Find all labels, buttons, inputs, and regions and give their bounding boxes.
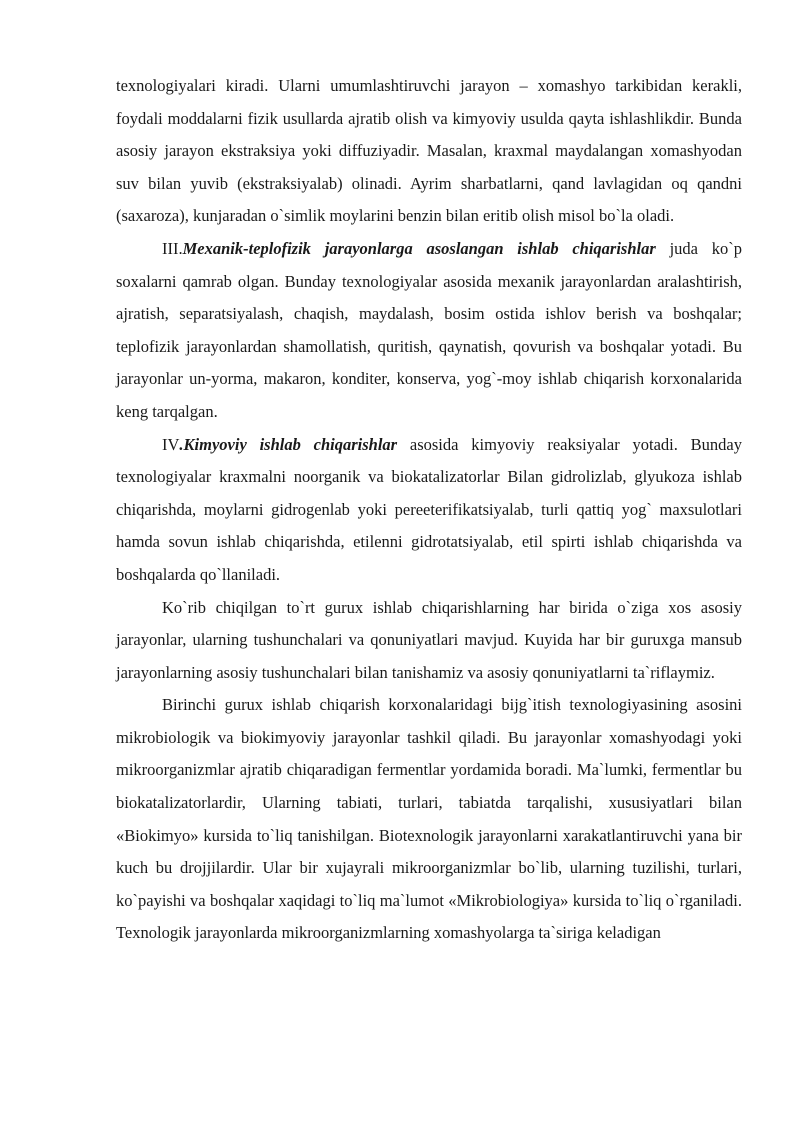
paragraph-text: Ko`rib chiqilgan to`rt gurux ishlab chiqarishlarning har birida o`ziga xos asosiy jarayonlar, ularning tushunchalari va qonuniyatlari mavjud. Kuyida har bir guruxga mansub jarayonlarning asosiy tushunchalari bilan tanishamiz va asosiy qonuniyatlarni ta`riflaymiz. [116, 597, 742, 682]
paragraph-text: texnologiyalari kiradi. Ularni umumlashtiruvchi jarayon – xomashyo tarkibidan kerakli, foydali moddalarni fizik usullarda ajratib olish va kimyoviy usulda qayta ishlashlikdir. Bunda asosiy jarayon ekstraksiya yoki diffuziyadir. Masalan, kraxmal maydalangan xomashyodan suv bilan yuvib (ekstraksiyalab) olinadi. Ayrim sharbatlarni, qand lavlagidan oq qandni (saxaroza), kunjaradan o`simlik moylarini benzin bilan eritib olish misol bo`la oladi. [116, 76, 742, 226]
paragraph-first-group [116, 689, 742, 950]
section-heading: Mexanik-teplofizik jarayonlarga asoslangan ishlab chiqarishlar [182, 238, 656, 258]
paragraph-section-iv [116, 429, 742, 592]
paragraph-overview [116, 592, 742, 690]
paragraph-section-iii [116, 233, 742, 429]
section-heading: .Kimyoviy ishlab chiqarishlar [179, 434, 398, 454]
section-numeral: III. [162, 238, 183, 258]
section-numeral: IV [162, 434, 180, 454]
paragraph-text: asosida kimyoviy reaksiyalar yotadi. Bunday texnologiyalar kraxmalni noorganik va biokatalizatorlar Bilan gidrolizlab, glyukoza ishlab chiqarishda, moylarni gidrogenlab yoki pereeterifikatsiyalab, turli qattiq yog` maxsulotlari hamda sovun ishlab chiqarishda, etilenni gidrotatsiyalab, etil spirti ishlab chiqarishda va boshqalarda qo`llaniladi. [116, 434, 742, 584]
document-page [116, 70, 742, 950]
paragraph-text: Birinchi gurux ishlab chiqarish korxonalaridagi bijg`itish texnologiyasining asosini mikrobiologik va biokimyoviy jarayonlar tashkil qiladi. Bu jarayonlar xomashyodagi yoki mikroorganizmlar ajratib chiqaradigan fermentlar yordamida boradi. Ma`lumki, fermentlar bu biokatalizatorlardir, Ularning tabiati, turlari, tabiatda tarqalishi, xususiyatlari bilan «Biokimyo» kursida to`liq tanishilgan. Biotexnologik jarayonlarni xarakatlantiruvchi yana bir kuch bu drojjilardir. Ular bir xujayrali mikroorganizmlar bo`lib, ularning tuzilishi, turlari, ko`payishi va boshqalar xaqidagi to`liq ma`lumot «Mikrobiologiya» kursida to`liq o`rganiladi. Texnologik jarayonlarda mikroorganizmlarning xomashyolarga ta`siriga keladigan [116, 695, 742, 943]
paragraph-text: juda ko`p soxalarni qamrab olgan. Bunday texnologiyalar asosida mexanik jarayonlardan aralashtirish, ajratish, separatsiyalash, chaqish, maydalash, bosim ostida ishlov berish va boshqalar; teplofizik jarayonlardan shamollatish, quritish, qaynatish, qovurish va boshqalar yotadi. Bu jarayonlar un-yorma, makaron, konditer, konserva, yog`-moy ishlab chiqarish korxonalarida keng tarqalgan. [116, 238, 743, 421]
paragraph-intro-continuation [116, 70, 742, 233]
